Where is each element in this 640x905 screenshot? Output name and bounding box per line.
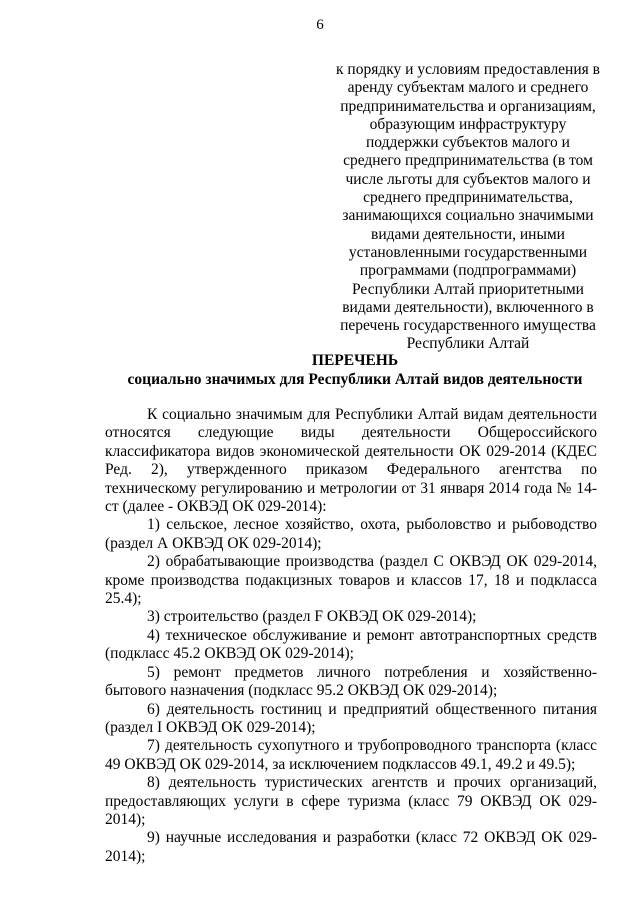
annex-caption-line: среднего предпринимательства, bbox=[363, 189, 573, 207]
annex-caption-line: программами (подпрограммами) bbox=[359, 262, 577, 280]
annex-caption bbox=[322, 61, 614, 354]
list-item: 5) ремонт предметов личного потребления и хозяйственно-бытового назначения (подкласс 95.2 ОКВЭД ОК 029-2014); bbox=[105, 663, 597, 700]
list-item: 8) деятельность туристических агентств и прочих организаций, предоставляющих услуги в сфере туризма (класс 79 ОКВЭД ОК 029-2014); bbox=[105, 774, 597, 828]
list-item: 9) научные исследования и разработки (класс 72 ОКВЭД ОК 029-2014); bbox=[105, 829, 597, 865]
annex-caption-line: к порядку и условиям предоставления в bbox=[336, 61, 600, 78]
annex-caption-line: перечень государственного имущества bbox=[340, 317, 596, 335]
annex-caption-line: видами деятельности), включенного в bbox=[342, 298, 594, 316]
annex-caption-line: предпринимательства и организациям, bbox=[340, 97, 596, 115]
annex-caption-line: Республики Алтай bbox=[406, 335, 530, 353]
document-title: ПЕРЕЧЕНЬ bbox=[311, 352, 399, 369]
document-body bbox=[105, 406, 597, 866]
annex-caption-line: числе льготы для субъектов малого и bbox=[345, 170, 591, 188]
annex-caption-line: установленными государственными bbox=[348, 243, 588, 261]
annex-caption-line: среднего предпринимательства (в том bbox=[343, 152, 593, 170]
annex-caption-line: поддержки субъектов малого и bbox=[366, 134, 570, 152]
list-item: 3) строительство (раздел F ОКВЭД ОК 029-2014); bbox=[147, 608, 477, 626]
page-number: 6 bbox=[316, 17, 324, 33]
list-item: 1) сельское, лесное хозяйство, охота, рыболовство и рыбоводство (раздел А ОКВЭД ОК 029-2014); bbox=[105, 516, 597, 552]
list-item: 6) деятельность гостиниц и предприятий общественного питания (раздел I ОКВЭД ОК 029-2014); bbox=[105, 700, 597, 736]
document-subtitle: социально значимых для Республики Алтай видов деятельности bbox=[127, 371, 583, 388]
annex-caption-line: видами деятельности, иными bbox=[371, 225, 565, 243]
annex-caption-line: образующим инфраструктуру bbox=[369, 115, 567, 133]
list-item: 4) техническое обслуживание и ремонт автотранспортных средств (подкласс 45.2 ОКВЭД ОК 029-2014); bbox=[105, 626, 597, 663]
list-item: 2) обрабатывающие производства (раздел С ОКВЭД ОК 029-2014, кроме производства подакцизных товаров и классов 17, 18 и подкласса 25.4); bbox=[105, 553, 597, 608]
list-item: 7) деятельность сухопутного и трубопроводного транспорта (класс 49 ОКВЭД ОК 029-2014, за исключением подклассов 49.1, 49.2 и 49.5); bbox=[105, 737, 597, 773]
annex-caption-line: Республики Алтай приоритетными bbox=[352, 280, 584, 298]
annex-caption-line: занимающихся социально значимыми bbox=[342, 207, 594, 225]
intro-paragraph: К социально значимым для Республики Алтай видам деятельности относятся следующие виды деятельности Общероссийского классификатора видов экономической деятельности ОК 029-2014 (КДЕС Ред. 2), утвержденного приказом Федерального агентства по техническому регулированию и метрологии от 31 января 2014 года № 14-ст (далее - ОКВЭД ОК 029-2014): bbox=[105, 406, 597, 516]
annex-caption-line: аренду субъектам малого и среднего bbox=[347, 79, 589, 97]
